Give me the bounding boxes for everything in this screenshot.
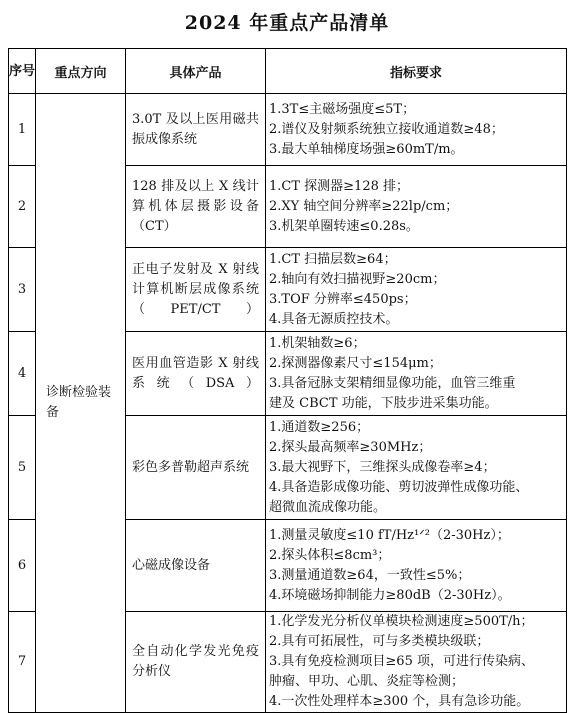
requirement-line: 1.测量灵敏度≤10 fT/Hz¹ᐟ²（2-30Hz）；: [269, 527, 510, 543]
row-requirements: [266, 332, 567, 416]
row-product: 全自动化学发光免疫分析仪: [126, 612, 266, 713]
row-seq: 3: [9, 248, 36, 332]
row-requirements: [266, 166, 567, 248]
row-requirements: [266, 416, 567, 520]
table-header-row: [9, 49, 567, 94]
requirement-line: 超微血流成像功能。: [269, 499, 387, 515]
requirement-line: 2.具有可拓展性，可与多类模块级联；: [269, 634, 490, 649]
row-requirements: [266, 248, 567, 332]
requirement-line: 1.3T≤主磁场强度≤5T；: [269, 101, 416, 117]
row-product: 128 排及以上 X 线计算机体层摄影设备（CT）: [126, 166, 266, 248]
requirement-line: 2.探测器像素尺寸≤154μm；: [269, 355, 442, 371]
row-product: 医用血管造影 X 射线系统（DSA）: [126, 332, 266, 416]
requirement-line: 1.机架轴数≥6；: [269, 335, 366, 351]
requirement-line: 3.测量通道数≥64，一致性≤5%；: [269, 567, 471, 583]
header-product: 具体产品: [126, 49, 266, 94]
row-requirements: [266, 612, 567, 713]
row-requirements: [266, 94, 567, 166]
table-row: [9, 94, 567, 166]
document-title: 2024 年重点产品清单: [184, 12, 390, 34]
row-product: 3.0T 及以上医用磁共振成像系统: [126, 94, 266, 166]
row-seq: 4: [9, 332, 36, 416]
requirement-line: 2.探头最高频率≥30MHz；: [269, 439, 432, 455]
row-product: 彩色多普勒超声系统: [126, 416, 266, 520]
requirement-line: 建及 CBCT 功能，下肢步进采集功能。: [269, 395, 498, 411]
requirement-line: 2.XY 轴空间分辨率≥22lp/cm；: [269, 198, 459, 214]
requirement-line: 3.机架单圈转速≤0.28s。: [269, 218, 419, 234]
row-product: 正电子发射及 X 射线计算机断层成像系统（PET/CT）: [126, 248, 266, 332]
requirement-line: 1.化学发光分析仪单模块检测速度≥500T/h；: [269, 614, 534, 629]
requirement-line: 1.通道数≥256；: [269, 419, 370, 435]
row-seq: 5: [9, 416, 36, 520]
row-requirements: [266, 520, 567, 612]
requirement-line: 4.一次性处理样本≥300 个，具有急诊功能。: [269, 694, 530, 709]
requirement-line: 3.TOF 分辨率≤450ps；: [269, 291, 417, 307]
header-direction: 重点方向: [36, 49, 126, 94]
requirement-line: 4.具备造影成像功能、剪切波弹性成像功能、: [269, 479, 529, 495]
requirement-line: 1.CT 扫描层数≥64；: [269, 251, 397, 267]
requirement-line: 肿瘤、甲功、心肌、炎症等检测；: [269, 674, 465, 689]
row-seq: 2: [9, 166, 36, 248]
requirement-line: 4.环境磁场抑制能力≥80dB（2-30Hz）。: [269, 587, 511, 603]
requirement-line: 2.探头体积≤8cm³；: [269, 547, 391, 563]
requirement-line: 3.最大单轴梯度场强≥60mT/m。: [269, 141, 464, 157]
row-seq: 1: [9, 94, 36, 166]
row-product: 心磁成像设备: [126, 520, 266, 612]
header-requirements: 指标要求: [266, 49, 567, 94]
requirement-line: 3.具有免疫检测项目≥65 项，可进行传染病、: [269, 654, 534, 669]
requirement-line: 2.轴向有效扫描视野≥20cm；: [269, 271, 446, 287]
requirement-line: 4.具备无源质控技术。: [269, 311, 399, 327]
requirement-line: 1.CT 探测器≥128 排；: [269, 178, 409, 194]
product-table: [8, 48, 567, 713]
requirement-line: 3.最大视野下，三维探头成像卷率≥4；: [269, 459, 496, 475]
row-seq: 6: [9, 520, 36, 612]
row-seq: 7: [9, 612, 36, 713]
requirement-line: 2.谱仪及射频系统独立接收通道数≥48；: [269, 121, 504, 137]
requirement-line: 3.具备冠脉支架精细显像功能，血管三维重: [269, 375, 516, 391]
header-seq: 序号: [9, 49, 36, 94]
direction-cell: 诊断检验装备: [36, 94, 126, 713]
